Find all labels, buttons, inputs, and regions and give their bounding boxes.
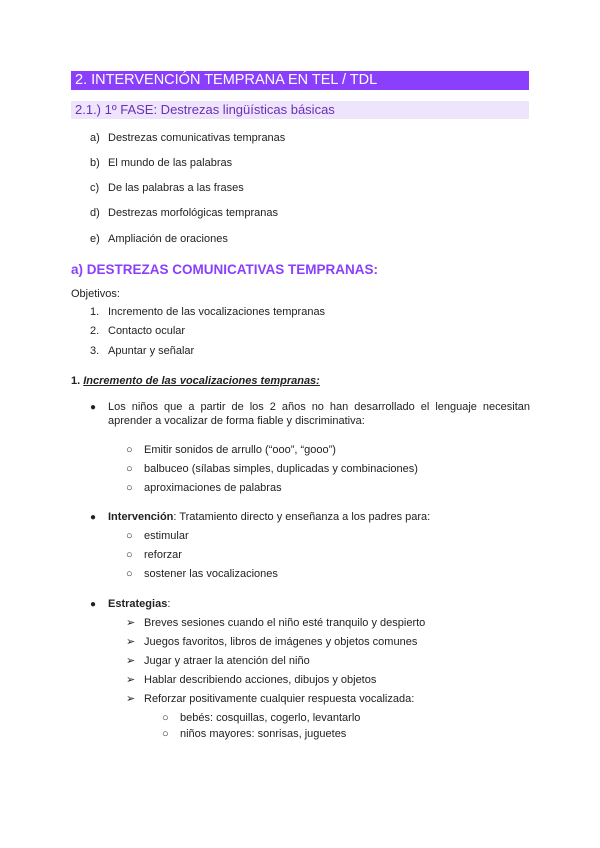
intro-paragraph: Los niños que a partir de los 2 años no han desarrollado el lenguaje necesitan aprender a vocalizar de forma fiable y discriminativa:	[108, 401, 530, 427]
list-item: aproximaciones de palabras	[144, 482, 282, 494]
list-item: bebés: cosquillas, cogerlo, levantarlo	[180, 712, 361, 724]
list-item: De las palabras a las frases	[108, 182, 244, 194]
circle-bullet-icon: ○	[126, 463, 133, 475]
list-marker: a)	[90, 132, 100, 144]
circle-bullet-icon: ○	[162, 712, 169, 724]
circle-bullet-icon: ○	[126, 444, 133, 456]
list-item: niños mayores: sonrisas, juguetes	[180, 728, 347, 740]
list-item: El mundo de las palabras	[108, 157, 233, 169]
strategies-line	[108, 597, 170, 611]
list-item: Incremento de las vocalizaciones tempranas	[108, 306, 326, 318]
circle-bullet-icon: ○	[126, 482, 133, 494]
list-item: Contacto ocular	[108, 325, 186, 337]
list-item: Juegos favoritos, libros de imágenes y objetos comunes	[144, 636, 418, 648]
circle-bullet-icon: ○	[126, 549, 133, 561]
intervention-line	[108, 510, 430, 524]
list-marker: 2.	[90, 325, 100, 337]
strategies-suffix: :	[167, 598, 171, 610]
arrow-bullet-icon: ➢	[126, 617, 136, 629]
list-item: Destrezas morfológicas tempranas	[108, 207, 278, 219]
objectives-label: Objetivos:	[71, 288, 120, 300]
arrow-bullet-icon: ➢	[126, 674, 136, 686]
circle-bullet-icon: ○	[162, 728, 169, 740]
list-marker: c)	[90, 182, 100, 194]
list-item: reforzar	[144, 549, 182, 561]
main-heading: 2. INTERVENCIÓN TEMPRANA EN TEL / TDL	[71, 71, 529, 90]
list-item: Breves sesiones cuando el niño esté tranquilo y despierto	[144, 617, 426, 629]
bullet-icon: ●	[90, 599, 97, 610]
list-item: Hablar describiendo acciones, dibujos y objetos	[144, 674, 377, 686]
list-marker: e)	[90, 233, 100, 245]
phase-heading: 2.1.) 1º FASE: Destrezas lingüísticas básicas	[71, 101, 529, 119]
list-item: Emitir sonidos de arrullo (“ooo”, “gooo”)	[144, 444, 336, 456]
arrow-bullet-icon: ➢	[126, 636, 136, 648]
subsection-number: 1.	[71, 375, 81, 387]
list-item: estimular	[144, 530, 189, 542]
list-item: Reforzar positivamente cualquier respuesta vocalizada:	[144, 693, 415, 705]
strategies-label: Estrategias	[108, 598, 168, 610]
list-item: Ampliación de oraciones	[108, 233, 228, 245]
list-marker: b)	[90, 157, 100, 169]
list-item: balbuceo (sílabas simples, duplicadas y combinaciones)	[144, 463, 418, 475]
bullet-icon: ●	[90, 512, 97, 523]
list-item: Destrezas comunicativas tempranas	[108, 132, 286, 144]
list-marker: 1.	[90, 306, 100, 318]
circle-bullet-icon: ○	[126, 530, 133, 542]
list-item: Apuntar y señalar	[108, 345, 195, 357]
intervention-label: Intervención	[108, 511, 174, 523]
circle-bullet-icon: ○	[126, 568, 133, 580]
bullet-icon: ●	[90, 402, 97, 413]
list-item: sostener las vocalizaciones	[144, 568, 278, 580]
subsection-title: Incremento de las vocalizaciones tempranas:	[83, 375, 320, 387]
list-item: Jugar y atraer la atención del niño	[144, 655, 310, 667]
subsection-1-heading	[71, 374, 320, 388]
arrow-bullet-icon: ➢	[126, 693, 136, 705]
list-marker: d)	[90, 207, 100, 219]
intervention-text: : Tratamiento directo y enseñanza a los padres para:	[173, 511, 431, 523]
section-a-title: a) DESTREZAS COMUNICATIVAS TEMPRANAS:	[71, 262, 379, 277]
arrow-bullet-icon: ➢	[126, 655, 136, 667]
list-marker: 3.	[90, 345, 100, 357]
